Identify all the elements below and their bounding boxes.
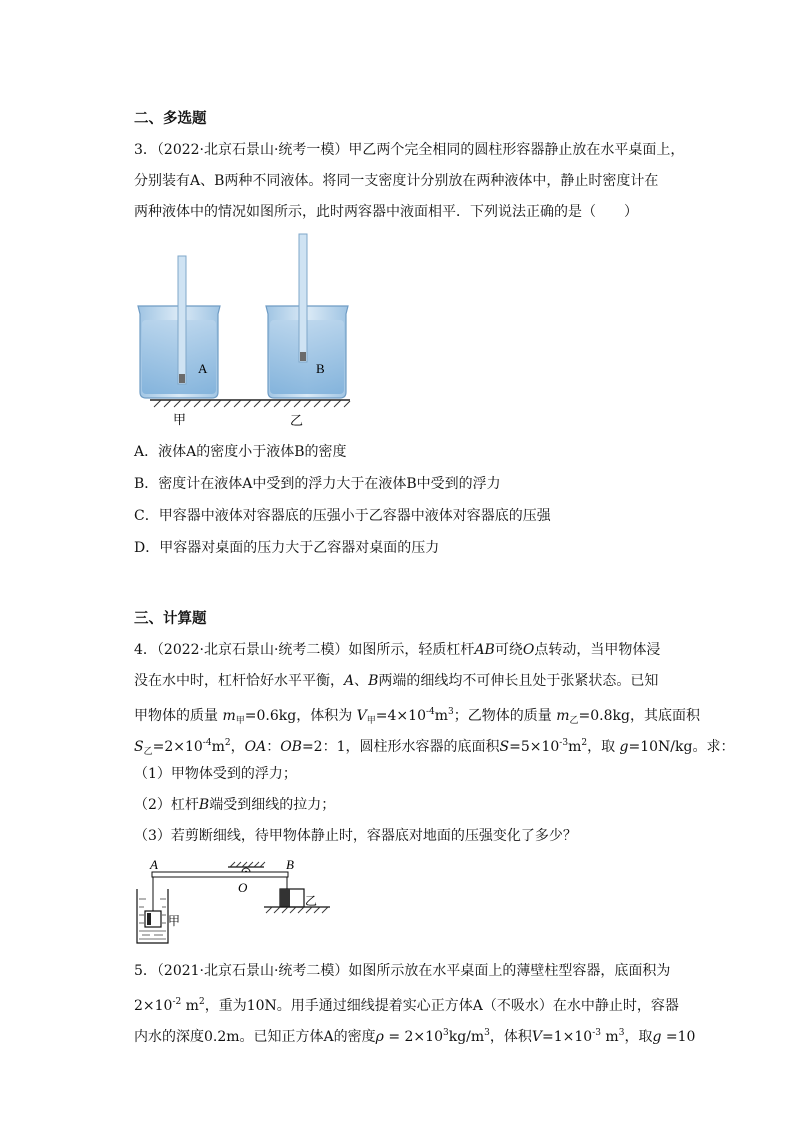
q3-label-jia: 甲 [173, 413, 187, 428]
q3-line-3: 两种液体中的情况如图所示，此时两容器中液面相平．下列说法正确的是（ ） [134, 204, 638, 220]
q3-label-b: B [316, 361, 325, 376]
q4-label-b: B [286, 857, 294, 872]
section-title-multiple-choice: 二、多选题 [134, 111, 207, 127]
q3-option-b[interactable]: B．密度计在液体A中受到的浮力大于在液体B中受到的浮力 [134, 476, 501, 492]
q3-beakers-figure [128, 228, 428, 428]
q5-line-2: $2\times 10^{-2}$ $m^2$，重为10N。用手通过细线提着实心正方体A（不吸水）在水中静止时，容器 [134, 997, 679, 1014]
q4-lever-figure [130, 855, 370, 955]
q4-sub-2: （2）杠杆B端受到细线的拉力； [134, 797, 336, 813]
section-title-calculation: 三、计算题 [134, 611, 207, 627]
q5-line-3: 内水的深度0.2m。已知正方体A的密度$\rho = 2\times 10^3kg/m^3$，体积$V=1\times 10^{-3}$ $m^3$，取g =10 [134, 1028, 696, 1045]
q5-line-1: 5．（2021·北京石景山·统考二模）如图所示放在水平桌面上的薄壁柱型容器，底面积为 [134, 963, 671, 979]
q4-label-o: O [238, 880, 248, 895]
q4-label-a: A [150, 857, 158, 872]
q4-line-2: 没在水中时，杠杆恰好水平平衡，A、B两端的细线均不可伸长且处于张紧状态。已知 [134, 673, 659, 689]
q4-label-jia: 甲 [168, 914, 181, 928]
q3-label-a: A [198, 361, 208, 376]
q4-line-4: $S_乙=2\times 10^{-4}m^2$，OA：OB=2：1，圆柱形水容器的底面积$S=5\times 10^{-3}m^2$，取 g=10N/kg。求： [134, 738, 735, 757]
q3-option-a[interactable]: A．液体A的密度小于液体B的密度 [134, 444, 347, 460]
q4-line-1: 4．（2022·北京石景山·统考二模）如图所示，轻质杠杆AB可绕O点转动，当甲物体浸 [134, 642, 661, 658]
q4-label-yi: 乙 [305, 894, 318, 908]
beaker-jia [138, 256, 220, 398]
q4-line-3: 甲物体的质量 $m_甲=0.6kg$，体积为 $V_甲=4\times 10^{-4}m^3$；乙物体的质量 $m_乙=0.8kg$，其底面积 [134, 707, 700, 726]
beaker-yi [266, 234, 348, 398]
q4-sub-1: （1）甲物体受到的浮力； [134, 766, 297, 782]
q3-line-2: 分别装有A、B两种不同液体。将同一支密度计分别放在两种液体中，静止时密度计在 [134, 173, 659, 189]
q3-option-c[interactable]: C．甲容器中液体对容器底的压强小于乙容器中液体对容器底的压强 [134, 508, 551, 524]
q3-label-yi: 乙 [290, 414, 304, 428]
q4-sub-3: （3）若剪断细线，待甲物体静止时，容器底对地面的压强变化了多少？ [134, 828, 577, 844]
q3-option-d[interactable]: D．甲容器对桌面的压力大于乙容器对桌面的压力 [134, 540, 440, 556]
q3-line-1: 3．（2022·北京石景山·统考一模）甲乙两个完全相同的圆柱形容器静止放在水平桌面上， [134, 142, 685, 158]
